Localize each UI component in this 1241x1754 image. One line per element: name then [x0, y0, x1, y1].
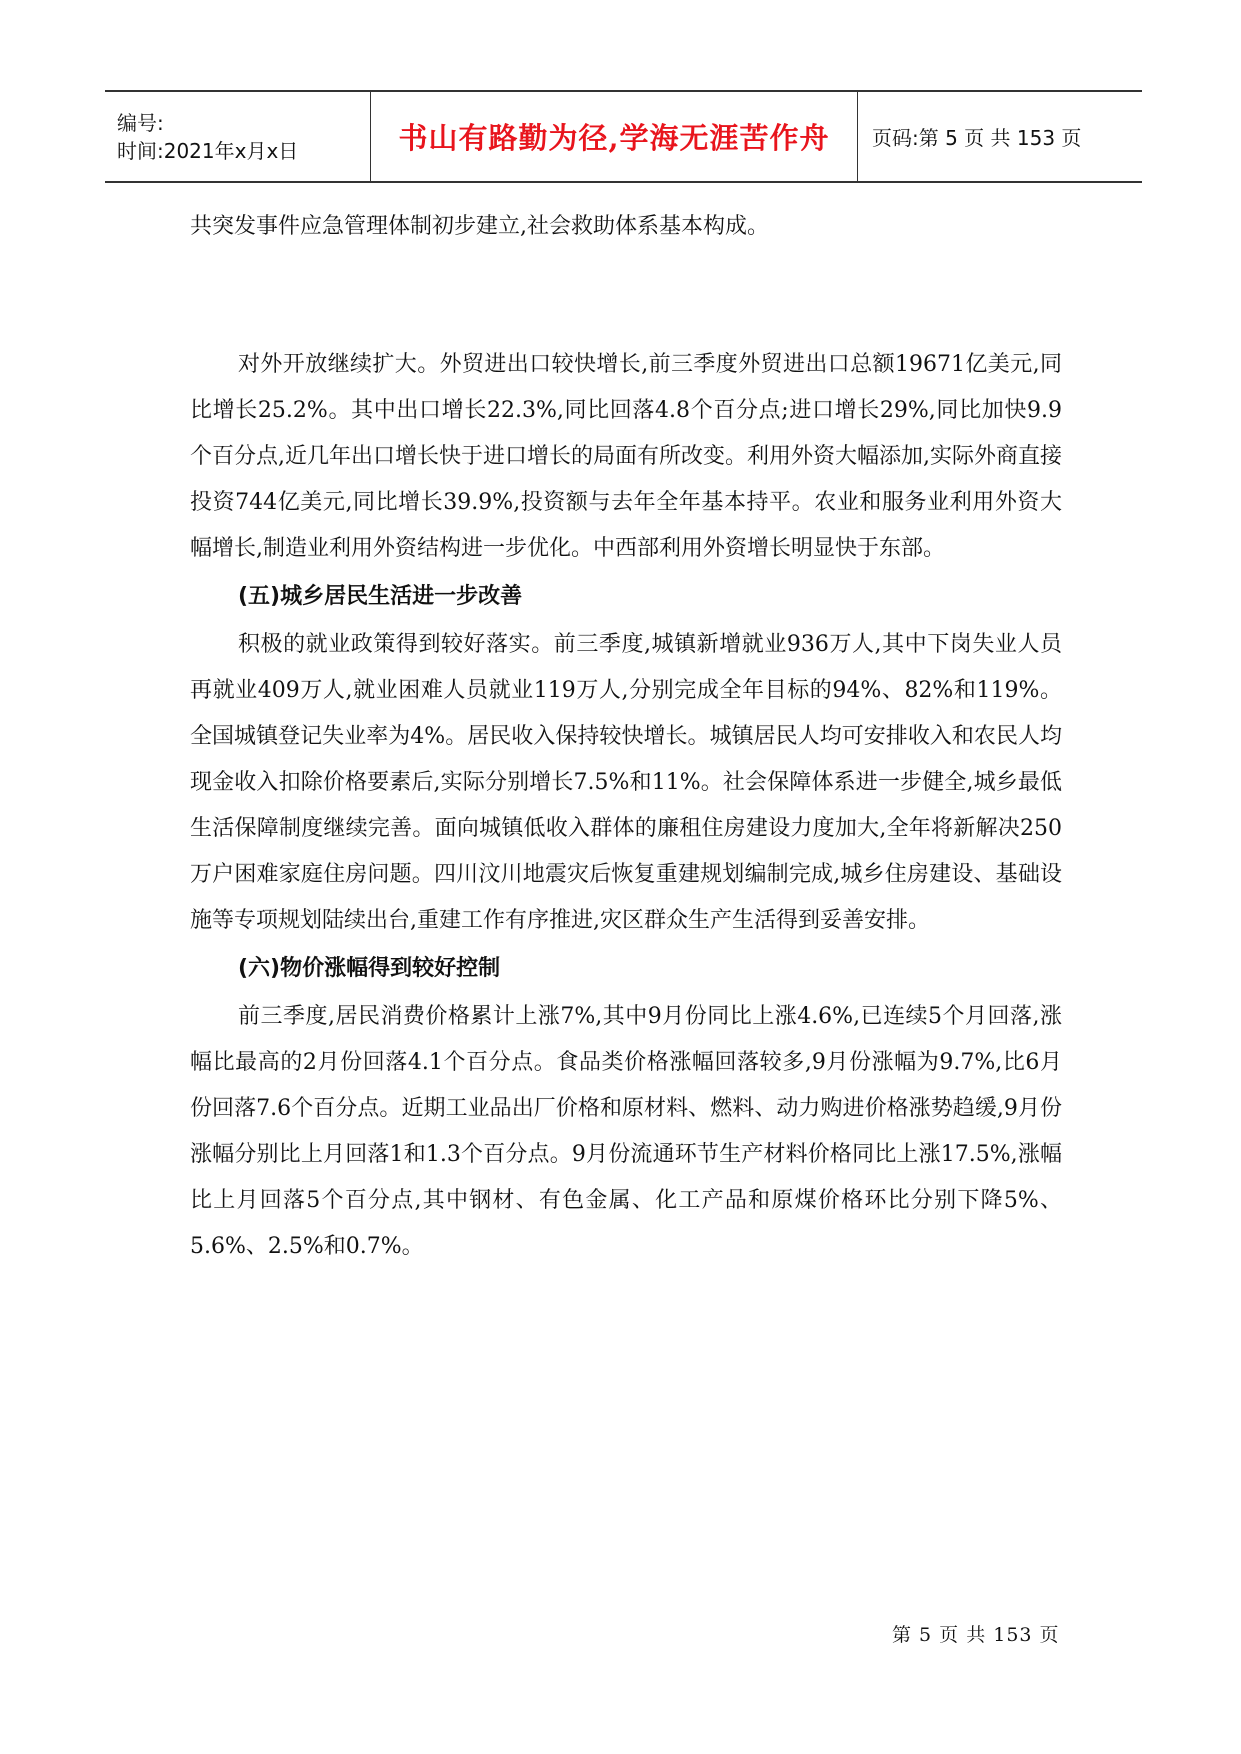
- header-meta: [105, 92, 370, 181]
- page-footer: 第 5 页 共 153 页: [892, 1624, 1060, 1646]
- paragraph: 积极的就业政策得到较好落实。前三季度,城镇新增就业936万人,其中下岗失业人员再就业409万人,就业困难人员就业119万人,分别完成全年目标的94%、82%和119%。全国城镇登记失业率为4%。居民收入保持较快增长。城镇居民人均可安排收入和农民人均现金收入扣除价格要素后,实际分别增长7.5%和11%。社会保障体系进一步健全,城乡最低生活保障制度继续完善。面向城镇低收入群体的廉租住房建设力度加大,全年将新解决250万户困难家庭住房问题。四川汶川地震灾后恢复重建规划编制完成,城乡住房建设、基础设施等专项规划陆续出台,重建工作有序推进,灾区群众生产生活得到妥善安排。: [190, 632, 1062, 933]
- paragraph: 前三季度,居民消费价格累计上涨7%,其中9月份同比上涨4.6%,已连续5个月回落,涨幅比最高的2月份回落4.1个百分点。食品类价格涨幅回落较多,9月份涨幅为9.7%,比6月份回落7.6个百分点。近期工业品出厂价格和原材料、燃料、动力购进价格涨势趋缓,9月份涨幅分别比上月回落1和1.3个百分点。9月份流通环节生产材料价格同比上涨17.5%,涨幅比上月回落5个百分点,其中钢材、有色金属、化工产品和原煤价格环比分别下降5%、5.6%、2.5%和0.7%。: [190, 1004, 1062, 1259]
- section-heading: (五)城乡居民生活进一步改善: [238, 584, 523, 609]
- paragraph: 共突发事件应急管理体制初步建立,社会救助体系基本构成。: [190, 214, 769, 239]
- header-page-number: 页码:第 5 页 共 153 页: [872, 126, 1082, 150]
- page-header: [105, 90, 1142, 183]
- document-number-label: 编号:: [117, 110, 164, 135]
- document-time-label: 时间:2021年x月x日: [117, 138, 299, 163]
- paragraph: 对外开放继续扩大。外贸进出口较快增长,前三季度外贸进出口总额19671亿美元,同比增长25.2%。其中出口增长22.3%,同比回落4.8个百分点;进口增长29%,同比加快9.9个百分点,近几年出口增长快于进口增长的局面有所改变。利用外资大幅添加,实际外商直接投资744亿美元,同比增长39.9%,投资额与去年全年基本持平。农业和服务业利用外资大幅增长,制造业利用外资结构进一步优化。中西部利用外资增长明显快于东部。: [190, 352, 1062, 561]
- document-body: [190, 204, 1062, 1270]
- section-heading: (六)物价涨幅得到较好控制: [238, 956, 501, 981]
- header-motto: 书山有路勤为径,学海无涯苦作舟: [370, 92, 858, 181]
